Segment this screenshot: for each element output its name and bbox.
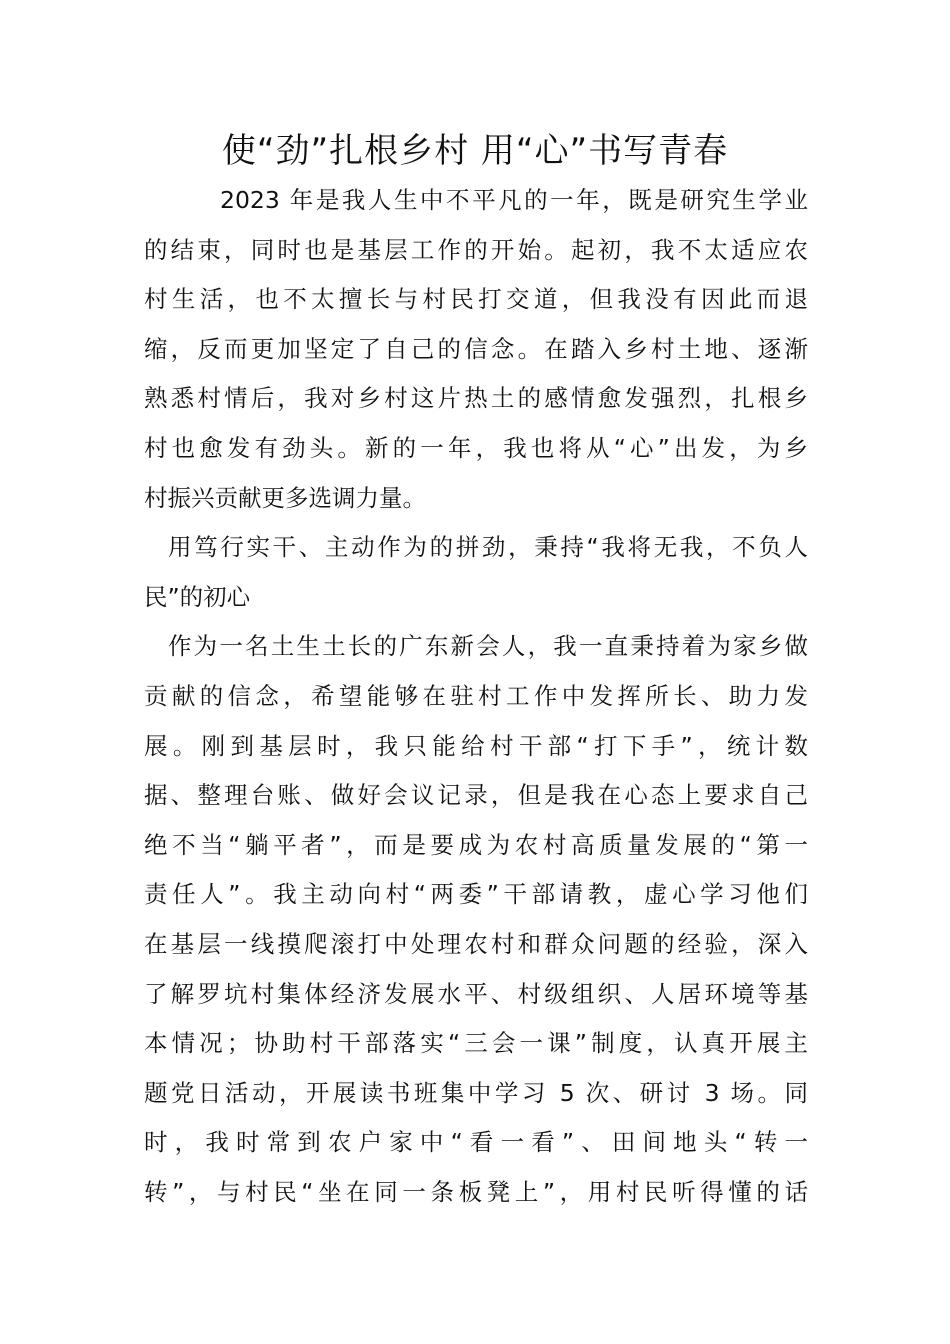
paragraph-line: 2023 年是我人生中不平凡的一年，既是研究生学业 — [220, 186, 808, 214]
paragraph-line: 贡献的信念，希望能够在驻村工作中发挥所长、助力发 — [144, 681, 808, 710]
paragraph-line: 熟悉村情后，我对乡村这片热土的感情愈发强烈，扎根乡 — [144, 384, 808, 413]
paragraph-line: 缩，反而更加坚定了自己的信念。在踏入乡村土地、逐渐 — [144, 334, 808, 363]
paragraph-line: 作为一名土生土长的广东新会人，我一直秉持着为家乡做 — [168, 632, 808, 661]
section-heading-line: 民”的初心 — [144, 582, 251, 611]
paragraph-line: 转”，与村民“坐在同一条板凳上”，用村民听得懂的话 — [144, 1177, 808, 1206]
document-title: 使“劲”扎根乡村 用“心”书写青春 — [221, 131, 729, 171]
document-body — [144, 176, 808, 1217]
paragraph-line: 题党日活动，开展读书班集中学习 5 次、研讨 3 场。同 — [144, 1078, 808, 1107]
paragraph-line: 绝不当“躺平者”，而是要成为农村高质量发展的“第一 — [144, 830, 808, 859]
paragraph-line: 据、整理台账、做好会议记录，但是我在心态上要求自己 — [144, 781, 808, 810]
paragraph-line: 的结束，同时也是基层工作的开始。起初，我不太适应农 — [144, 235, 808, 264]
paragraph-line: 村生活，也不太擅长与村民打交道，但我没有因此而退 — [144, 285, 808, 314]
paragraph-line: 时，我时常到农户家中“看一看”、田间地头“转一 — [144, 1128, 808, 1157]
section-heading-line: 用笃行实干、主动作为的拼劲，秉持“我将无我，不负人 — [168, 533, 808, 562]
paragraph-line: 了解罗坑村集体经济发展水平、村级组织、人居环境等基 — [144, 979, 808, 1008]
paragraph-line: 在基层一线摸爬滚打中处理农村和群众问题的经验，深入 — [144, 929, 808, 958]
paragraph-line: 本情况；协助村干部落实“三会一课”制度，认真开展主 — [144, 1029, 808, 1058]
paragraph-line: 村振兴贡献更多选调力量。 — [144, 483, 426, 512]
paragraph-line: 村也愈发有劲头。新的一年，我也将从“心”出发，为乡 — [144, 433, 808, 462]
paragraph-line: 责任人”。我主动向村“两委”干部请教，虚心学习他们 — [144, 880, 808, 909]
paragraph-line: 展。刚到基层时，我只能给村干部“打下手”，统计数 — [144, 731, 808, 760]
